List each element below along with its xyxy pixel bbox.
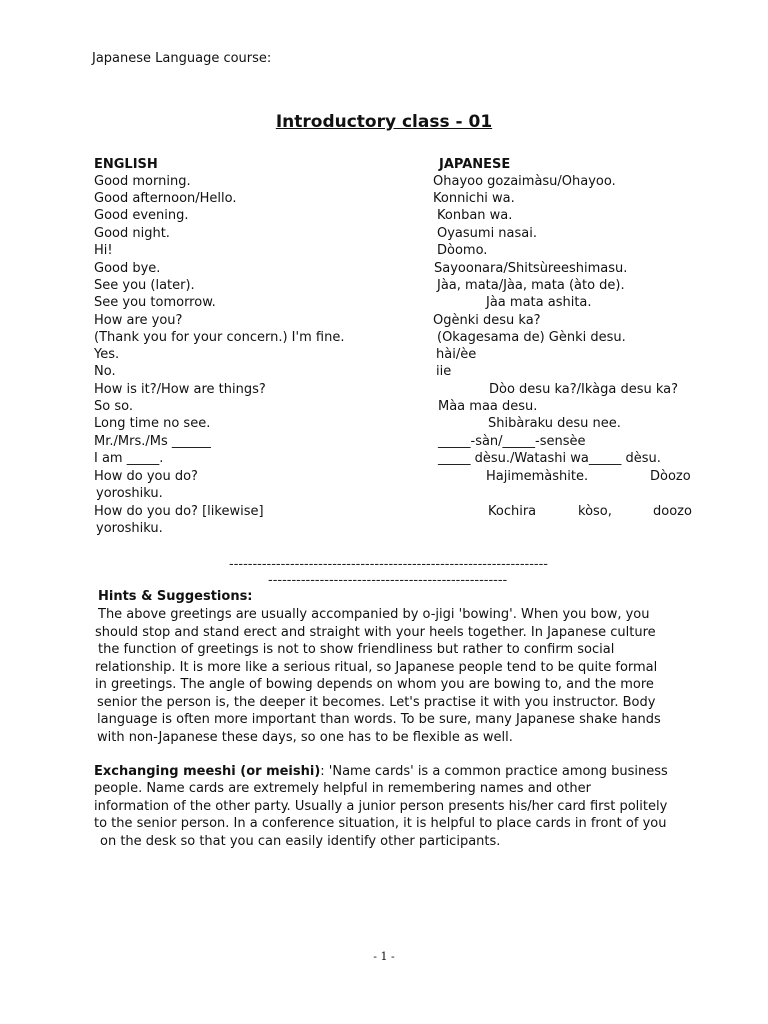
hints-line: in greetings. The angle of bowing depends on whom you are bowing to, and the more [95,677,654,692]
japanese-phrase: Dòo desu ka?/Ikàga desu ka? [489,382,679,397]
hints-line: relationship. It is more like a serious ritual, so Japanese people tend to be quite formal [95,660,658,675]
english-phrase: How is it?/How are things? [94,382,266,397]
english-phrase: Hi! [94,243,113,258]
phrase-row-continuation [0,486,768,503]
japanese-phrase: _____ dèsu./Watashi wa_____ dèsu. [438,451,661,466]
meishi-line: information of the other party. Usually a junior person presents his/her card first politely [94,799,668,814]
english-phrase: See you tomorrow. [94,295,216,310]
phrase-row [0,504,768,521]
phrase-row [0,313,768,330]
japanese-phrase: Hajimemàshite. [486,469,589,484]
phrase-row [0,174,768,191]
english-phrase: Good morning. [94,174,191,189]
phrase-row [0,382,768,399]
phrase-row [0,451,768,468]
japanese-phrase: Kochira [488,504,537,519]
phrase-row [0,208,768,225]
english-phrase: I am _____. [94,451,164,466]
phrase-row [0,364,768,381]
phrase-row [0,226,768,243]
phrase-row [0,469,768,486]
separator-line: -------------------------------------------------------------------- [229,557,548,572]
japanese-phrase: Dòozo [650,469,691,484]
phrase-row [0,278,768,295]
phrase-row [0,416,768,433]
meishi-line: people. Name cards are extremely helpful in remembering names and other [94,781,591,796]
page-title: Introductory class - 01 [275,112,493,132]
english-phrase: Good bye. [94,261,161,276]
separator-line: --------------------------------------------------- [268,573,508,588]
japanese-phrase: Konban wa. [437,208,513,223]
english-phrase: No. [94,364,116,379]
english-phrase: (Thank you for your concern.) I'm fine. [94,330,345,345]
english-phrase: Good afternoon/Hello. [94,191,237,206]
japanese-phrase: kòso, [578,504,612,519]
hints-heading: Hints & Suggestions: [98,589,253,604]
japanese-phrase: Ogènki desu ka? [433,313,541,328]
japanese-phrase: doozo [653,504,692,519]
japanese-phrase: _____-sàn/_____-sensèe [438,434,586,449]
japanese-phrase: Jàa mata ashita. [486,295,592,310]
meishi-line: : 'Name cards' is a common practice among business [320,764,668,779]
meishi-line: on the desk so that you can easily identify other participants. [100,834,501,849]
japanese-phrase: Shibàraku desu nee. [488,416,621,431]
japanese-phrase: hài/èe [436,347,477,362]
japanese-phrase: Konnichi wa. [433,191,515,206]
japanese-phrase: iie [436,364,452,379]
phrase-row [0,191,768,208]
phrase-row [0,261,768,278]
japanese-phrase: Jàa, mata/Jàa, mata (àto de). [437,278,625,293]
hints-line: The above greetings are usually accompanied by o-jigi 'bowing'. When you bow, you [98,607,650,622]
japanese-phrase-continuation: yoroshiku. [96,486,163,501]
japanese-phrase: Oyasumi nasai. [437,226,538,241]
phrase-row [0,399,768,416]
japanese-phrase: (Okagesama de) Gènki desu. [437,330,626,345]
phrase-row [0,434,768,451]
japanese-phrase: Dòomo. [437,243,488,258]
page-number: - 1 - [373,950,395,963]
hints-line: senior the person is, the deeper it becomes. Let's practise it with you instructor. Body [97,695,656,710]
meishi-heading: Exchanging meeshi (or meishi) [94,764,321,779]
table-header [0,157,768,174]
phrase-row [0,295,768,312]
english-phrase: Mr./Mrs./Ms ______ [94,434,211,449]
english-phrase: How do you do? [94,469,198,484]
english-phrase: So so. [94,399,133,414]
japanese-phrase: Ohayoo gozaimàsu/Ohayoo. [433,174,616,189]
course-label: Japanese Language course: [92,51,272,66]
phrase-row [0,243,768,260]
phrase-row-continuation [0,521,768,538]
hints-line: language is often more important than words. To be sure, many Japanese shake hands [97,712,661,727]
hints-line: should stop and stand erect and straight with your heels together. In Japanese culture [95,625,656,640]
english-phrase: Good night. [94,226,170,241]
hints-line: the function of greetings is not to show friendliness but rather to confirm social [98,642,615,657]
hints-line: with non-Japanese these days, so one has to be flexible as well. [97,730,513,745]
japanese-phrase: Sayoonara/Shitsùreeshimasu. [434,261,628,276]
phrase-row [0,330,768,347]
meishi-first-line [94,764,668,779]
english-phrase: Good evening. [94,208,189,223]
japanese-column-header: JAPANESE [439,157,511,172]
japanese-phrase-continuation: yoroshiku. [96,521,163,536]
english-phrase: Long time no see. [94,416,211,431]
english-phrase: How are you? [94,313,183,328]
english-phrase: Yes. [94,347,120,362]
meishi-line: to the senior person. In a conference situation, it is helpful to place cards in front of you [94,816,667,831]
english-phrase: How do you do? [likewise] [94,504,264,519]
japanese-phrase: Màa maa desu. [438,399,538,414]
english-phrase: See you (later). [94,278,195,293]
phrase-row [0,347,768,364]
english-column-header: ENGLISH [94,157,158,172]
